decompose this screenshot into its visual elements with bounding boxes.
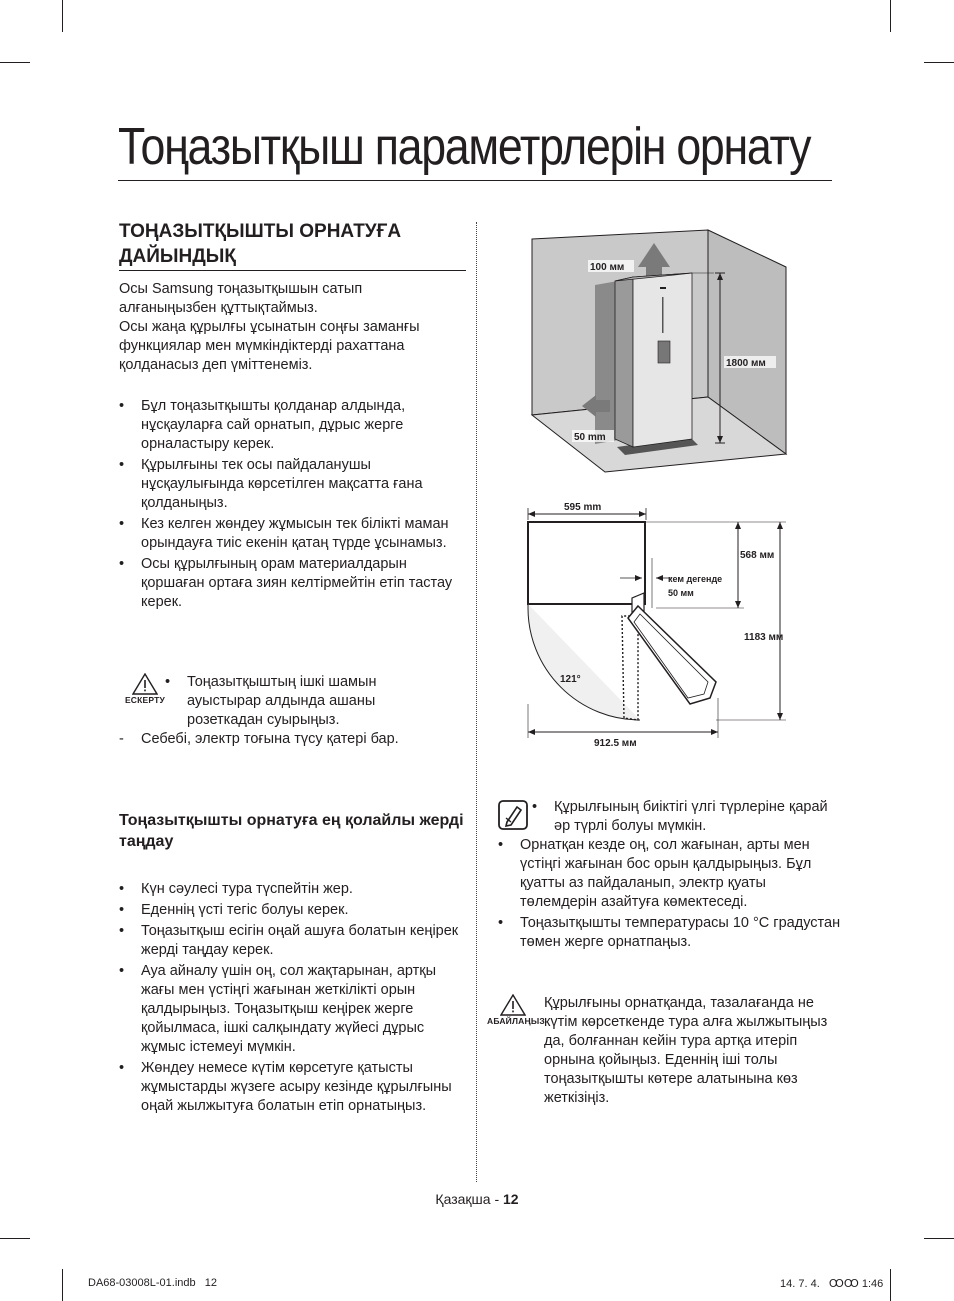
top-clearance-label: 100 мм bbox=[590, 262, 625, 273]
list-item: • Бұл тоңазытқышты қолданар алдында, нұсқауларға сай орнатып, дұрыс жерге орналастыру керек. bbox=[119, 397, 464, 454]
column-divider bbox=[476, 222, 477, 1182]
list-item: • Кез келген жөндеу жұмысын тек білікті маман орындауға тиіс екенін қатаң түрде ұсынамыз. bbox=[119, 515, 464, 553]
list-item: • Құрылғының биіктігі үлгі түрлеріне қарай әр түрлі болуы мүмкін. bbox=[532, 798, 842, 836]
warning-label: ЕСКЕРТУ bbox=[124, 695, 166, 705]
list-item: • Тоңазытқышты температурасы 10 °C градустан төмен жерге орнатпаңыз. bbox=[498, 914, 843, 952]
open-width-label: 912.5 мм bbox=[594, 738, 637, 749]
footer-file: DA68-03008L-01.indb 12 bbox=[88, 1277, 218, 1289]
list-item: • Құрылғыны тек осы пайдаланушы нұсқаулығында көрсетілген мақсатта ғана қолданыңыз. bbox=[119, 456, 464, 513]
section-underline bbox=[119, 270, 466, 271]
section-title: ТОҢАЗЫТҚЫШТЫ ОРНАТУҒА ДАЙЫНДЫҚ bbox=[119, 221, 402, 267]
footer-timestamp: 14. 7. 4. ꝎꝎ 1:46 bbox=[780, 1278, 884, 1290]
width-label: 595 mm bbox=[564, 502, 602, 513]
crop-mark bbox=[0, 62, 30, 63]
warning-note: - Себебі, электр тоғына түсу қатері бар. bbox=[119, 730, 491, 749]
warning-icon bbox=[119, 673, 171, 705]
page-number: 12 bbox=[503, 1191, 519, 1207]
footer-language: Қазақша - bbox=[435, 1191, 503, 1207]
title-underline bbox=[118, 180, 832, 181]
page-footer bbox=[0, 1191, 954, 1207]
angle-label: 121° bbox=[560, 674, 581, 685]
list-item: • Күн сәулесі тура түспейтін жер. bbox=[119, 880, 464, 899]
intro-paragraph: Осы Samsung тоңазытқышын сатып алғаныңызбен құттықтаймыз. bbox=[119, 281, 363, 316]
list-item: • Тоңазытқыш есігін оңай ашуға болатын кеңірек жерді таңдау керек. bbox=[119, 922, 464, 960]
crop-mark bbox=[0, 1238, 30, 1239]
caution-label: АБАЙЛАҢЫЗ bbox=[487, 1016, 545, 1026]
crop-mark bbox=[62, 1269, 63, 1301]
prep-list bbox=[119, 397, 464, 614]
caution-icon bbox=[487, 994, 545, 1026]
crop-mark bbox=[62, 0, 63, 32]
list-item: • Жөндеу немесе күтім көрсетуге қатысты жұмыстарды жүзеге асыру кезінде құрылғыны оңай жылжытуға болатын етіп орнатыңыз. bbox=[119, 1059, 464, 1116]
intro-paragraph: Осы жаңа құрылғы ұсынатын соңғы заманғы функциялар мен мүмкіндіктерді рахаттана қолданасыз деп үміттенеміз. bbox=[119, 319, 420, 373]
total-depth-label: 1183 мм bbox=[744, 632, 784, 643]
note-icon bbox=[498, 800, 528, 830]
gap-label-1: кем дегенде bbox=[668, 574, 723, 584]
height-label: 1800 мм bbox=[726, 358, 766, 369]
list-item: • Еденнің үсті тегіс болуы керек. bbox=[119, 901, 464, 920]
door-swing-diagram bbox=[520, 498, 800, 753]
location-title: Тоңазытқышты орнатуға ең қолайлы жерді таңдау bbox=[119, 812, 464, 850]
note-list-extra bbox=[498, 836, 843, 954]
warning-list bbox=[165, 673, 425, 732]
crop-mark bbox=[890, 1269, 891, 1301]
crop-mark bbox=[924, 1238, 954, 1239]
caution-text: Құрылғыны орнатқанда, тазалағанда не күтім көрсеткенде тура алға жылжытыңыз да, болғаннан кейін тура артқа итеріп орнына қойыңыз. Еденнің іші толы тоңазытқышты көтере алатынына көз жеткізіңіз. bbox=[544, 995, 828, 1106]
crop-mark bbox=[924, 62, 954, 63]
crop-mark bbox=[890, 0, 891, 32]
list-item: • Ауа айналу үшін оң, сол жақтарынан, артқы жағы мен үстіңгі жағынан жеткілікті орын қалдырыңыз. Тоңазытқыш кеңірек жерге қойылмаса, ішкі салқындату жүйесі дұрыс жұмыс істемеуі мүмкін. bbox=[119, 962, 464, 1057]
note-list bbox=[532, 798, 842, 838]
page-title: Тоңазытқыш параметрлерін орнату bbox=[118, 118, 811, 176]
intro-text bbox=[119, 280, 459, 375]
gap-label-2: 50 мм bbox=[668, 588, 694, 598]
location-list bbox=[119, 880, 464, 1118]
list-item: • Орнатқан кезде оң, сол жағынан, арты мен үстіңгі жағынан бос орын қалдырыңыз. Бұл қуатты аз пайдаланып, электр қуаты төлемдерін азайтуға көмектеседі. bbox=[498, 836, 843, 912]
depth-label: 568 мм bbox=[740, 550, 775, 561]
list-item: • Осы құрылғының орам материалдарын қоршаған ортаға зиян келтірмейтін етіп тастау керек. bbox=[119, 555, 464, 612]
list-item: • Тоңазытқыштың ішкі шамын ауыстырар алдында ашаны розеткадан суырыңыз. bbox=[165, 673, 425, 730]
side-clearance-label: 50 mm bbox=[574, 432, 606, 443]
clearance-diagram bbox=[500, 225, 830, 475]
